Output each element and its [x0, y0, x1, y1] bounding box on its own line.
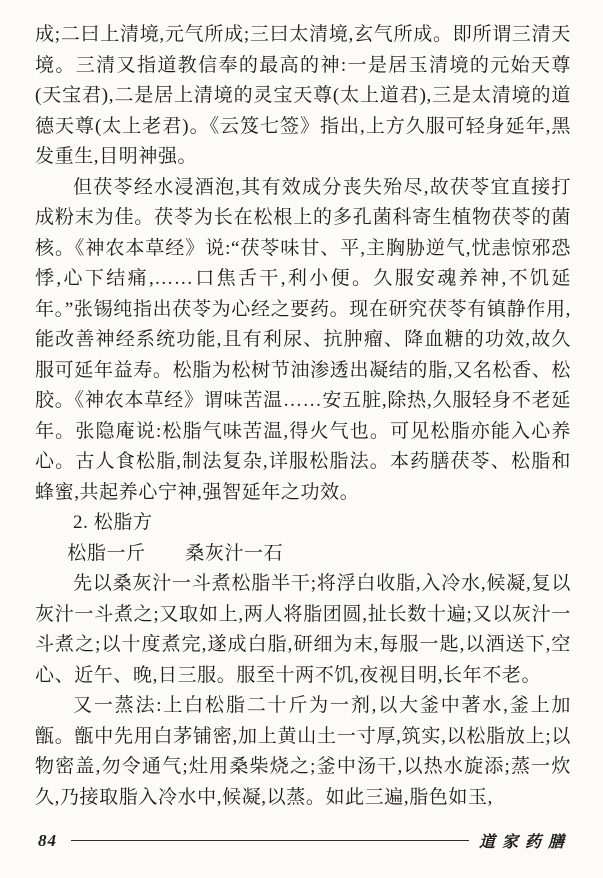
paragraph-sanqing-continuation: 成;二曰上清境,元气所成;三曰太清境,玄气所成。即所谓三清天境。三清又指道教信奉的最高的神:一是居玉清境的元始天尊(天宝君),二是居上清境的灵宝天尊(太上道君),三是太清境的道德天尊(太上老君)。《云笈七签》指出,上方久服可轻身延年,黑发重生,目明神强。 — [35, 24, 571, 167]
footer-book-title: 道家药膳 — [478, 834, 571, 851]
footer-page-number: 84 — [38, 830, 57, 850]
footer-divider-line — [71, 840, 469, 842]
ingredient-songzhi: 松脂一斤 — [67, 542, 146, 564]
paragraph-fuling-songzhi: 但茯苓经水浸酒泡,其有效成分丧失殆尽,故茯苓宜直接打成粉末为佳。茯苓为长在松根上的多孔菌科寄生植物茯苓的菌核。《神农本草经》说:“茯苓味甘、平,主胸胁逆气,忧恚惊邪恐悸,心下结痛,……口焦舌干,利小便。久服安魂养神,不饥延年。”张锡纯指出茯苓为心经之要药。现在研究茯苓有镇静作用,能改善神经系统功能,且有利尿、抗肿瘤、降血糖的功效,故久服可延年益寿。松脂为松树节油渗透出凝结的脂,又名松香、松胶。《神农本草经》谓味苦温……安五脏,除热,久服轻身不老延年。张隐庵说:松脂气味苦温,得火气也。可见松脂亦能入心养心。古人食松脂,制法复杂,详服松脂法。本药膳茯苓、松脂和蜂蜜,共起养心宁神,强智延年之功效。 — [35, 176, 571, 503]
page-body-text — [35, 20, 571, 813]
ingredient-sanghuizhi: 桑灰汁一石 — [185, 542, 284, 564]
paragraph-steaming-method: 又一蒸法:上白松脂二十斤为一剂,以大釜中著水,釜上加甑。甑中先用白茅铺密,加上黄山土一寸厚,筑实,以松脂放上;以物密盖,勿令通气;灶用桑柴烧之;釜中汤干,以热水旋添;蒸一炊久,乃接取脂入冷水中,候凝,以蒸。如此三遍,脂色如玉, — [35, 695, 571, 808]
paragraph-preparation: 先以桑灰汁一斗煮松脂半干;将浮白收脂,入冷水,候凝,复以灰汁一斗煮之;又取如上,两人将脂团圆,扯长数十遍;又以灰汁一斗煮之;以十度煮完,遂成白脂,研细为末,每服一匙,以酒送下,空心、近午、晚,日三服。服至十两不饥,夜视目明,长年不老。 — [35, 573, 571, 686]
page-footer — [38, 829, 571, 852]
section-heading-songzhi-recipe: 2. 松脂方 — [73, 512, 153, 533]
ingredients-line — [35, 539, 571, 570]
